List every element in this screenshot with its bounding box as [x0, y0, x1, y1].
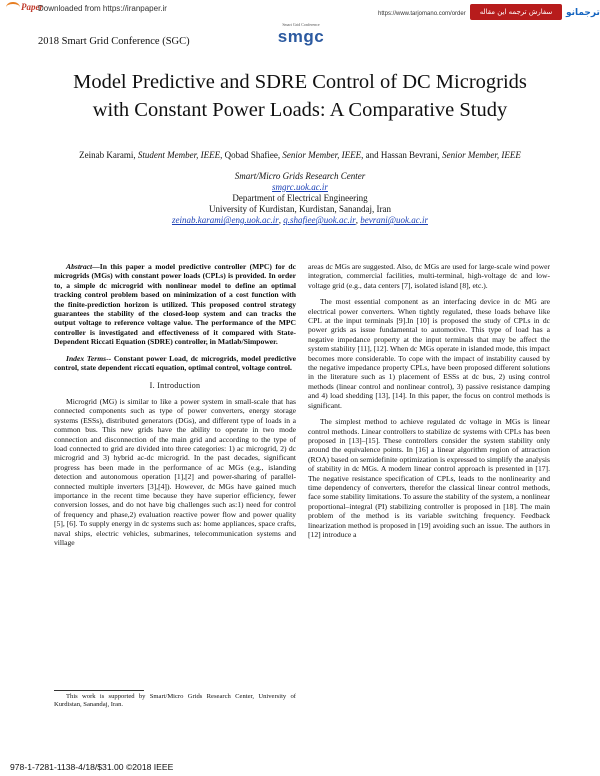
research-center: Smart/Micro Grids Research Center [234, 171, 366, 181]
order-url[interactable]: https://www.tarjomano.com/order [378, 11, 466, 17]
paper-title [20, 68, 580, 124]
author-role: Senior Member, IEEE [282, 150, 362, 160]
download-notice: Downloaded from https://iranpaper.ir [38, 4, 167, 13]
left-column [54, 262, 296, 547]
right-column [308, 262, 550, 539]
email-separator: , [355, 215, 361, 225]
email-link-2[interactable]: q.shafiee@uok.ac.ir [283, 215, 356, 225]
iranpaper-logo-icon: Paper [6, 2, 43, 13]
paragraph: Microgrid (MG) is similar to like a power system in small-scale that has connected components such as type of power converters, energy storage systems (ESSs), distributed generators (DGs), and different type of loads in a common bus. This new grids have the ability to operate in two mode connection and disconnection of the main grid and according to the type of load connected to grid are divided into three categories: 1) ac microgrid, 2) dc microgrid and 3) hybrid ac-dc microgrid. In the past decades, significant progress has been made in the performance of ac MGs (e.g., islanding detection and autonomous operation [1],[2] and power-sharing of parallel-connected multiple inverters [3],[4]). However, dc MGs have gained much importance in the recent time because they have superior efficiency, fewer conversion losses, and do not have big challenges such as:1) need for control of frequency and phase,2) evaluation reactive power flow and power quality [5], [6]. To supply energy in dc systems such as: home appliances, space crafts, naval ships, electric vehicles, submarines, telecommunication systems and village [54, 396, 296, 547]
author-name: , and Hassan Bevrani, [361, 150, 443, 160]
author-name: , Qobad Shafiee, [220, 150, 283, 160]
email-list [60, 215, 540, 226]
tarjomano-logo-icon[interactable]: ترجمانو [566, 8, 600, 18]
smgc-logo-icon [266, 22, 336, 47]
university: University of Kurdistan, Kurdistan, Sanandaj, Iran [209, 204, 391, 214]
department: Department of Electrical Engineering [232, 193, 368, 203]
index-terms-label: Index Terms [66, 353, 107, 363]
footnote-divider [54, 690, 144, 691]
smgc-logo-text: smgc [277, 27, 325, 46]
abstract-label: Abstract [66, 262, 93, 271]
section-heading-introduction: I. Introduction [149, 381, 201, 391]
title-line-2: with Constant Power Loads: A Comparative Study [92, 99, 508, 121]
index-terms [54, 354, 296, 373]
title-line-1: Model Predictive and SDRE Control of DC Microgrids [73, 71, 527, 93]
isbn-copyright: 978-1-7281-1138-4/18/$31.00 ©2018 IEEE [10, 762, 174, 772]
author-list [30, 150, 570, 160]
abstract [54, 262, 296, 347]
affiliation [60, 171, 540, 226]
author-name: Zeinab Karami, [79, 150, 138, 160]
paragraph: areas dc MGs are suggested. Also, dc MGs are used for large-scale wind power integration, commercial facilities, multi-terminal, high-voltage dc and low-voltage grid (e.g., data centers [7], isolated island [8], etc.). [308, 262, 550, 290]
translation-order-badge[interactable]: سفارش ترجمه این مقاله [470, 4, 562, 20]
smgc-caption: Smart Grid Conference [282, 22, 320, 27]
email-link-3[interactable]: bevrani@uok.ac.ir [360, 215, 429, 225]
email-link-1[interactable]: zeinab.karami@eng.uok.ac.ir [171, 215, 279, 225]
download-banner [0, 0, 600, 22]
author-role: Senior Member, IEEE [442, 150, 521, 160]
footnote: This work is supported by Smart/Micro Grids Research Center, University of Kurdistan, Sanandaj, Iran. [54, 693, 296, 709]
conference-name: 2018 Smart Grid Conference (SGC) [38, 36, 190, 47]
center-url-link[interactable]: smgrc.uok.ac.ir [272, 182, 328, 192]
abstract-text: —In this paper a model predictive controller (MPC) for dc microgrids (MGs) with constant power loads (CPLs) is provided. In order to, a simple dc microgrid with nonlinear model to define an optimal tracking control problem based on minimization of a cost function with the finite-prediction horizon is utilized. This proposed control strategy guarantees the stability of the closed-loop system and can tracks the output voltage to reference voltage value. The performance of the MPC controller is investigated and effectiveness of it compared with State-Dependent Riccati Equation (SDRE) controller, in Matlab/Simpower. [54, 262, 296, 347]
paragraph: The most essential component as an interfacing device in dc MG are electrical power converters. When tightly regulated, these loads behave like CPL at the input terminals [9].In [10] is proposed the study of CPLs in dc power grids as issue fundamental to automotive. This type of load has a negative impedance property at the input terminals that may be affect the system stability [11], [12]. When dc MGs operate in islanded mode, this impact becomes more considerable. To cope with the impact of instability caused by the negative impedance property CPLs, have been proposed different solutions in the literature such as 1) placement of ESSs at dc bus, 2) using control methods (linear control and nonlinear control), 3) passive resistance damping and 4) load shedding [13], [14]. In this paper, the focus on control methods is significant. [308, 297, 550, 410]
index-terms-text: -- Constant power Load, dc microgrids, model predictive control, state dependent riccati equation, optimal control, voltage control. [54, 353, 297, 373]
author-role: Student Member, IEEE [137, 150, 221, 160]
email-separator: , [278, 215, 284, 225]
paragraph: The simplest method to achieve regulated dc voltage in MGs is linear control methods. Linear controllers to stabilize dc systems with CPLs has been proposed in [13]–[15]. These controllers consider the system stability only around the equivalence points. In [16] a linear algorithm region of attraction (ROA) based on semidefinite optimization is expressed to simplify the analysis of stability in dc MGs. A modern linear control approach is presented in [17]. The negative resistance specification of CPLs, leads to the nonlinearity and time dependency of converters, therefor the classical linear control methods, face some stability limitations. To assure the stability of the system, a nonlinear proportional–integral (PI) stabilizing controller is proposed in [18]. The main problem of the method is its variable switching frequency. Feedback linearization method is proposed in [19] avoiding such an issue. The authors in [12] introduce a [308, 417, 550, 539]
